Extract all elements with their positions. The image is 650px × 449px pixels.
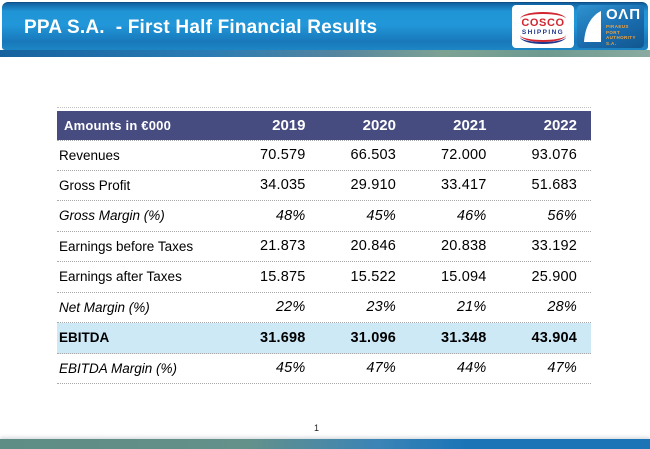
footer-accent-band: [0, 439, 650, 449]
row-value: 15.875: [259, 268, 306, 285]
row-value: 25.900: [531, 268, 577, 285]
row-value: 47%: [366, 360, 396, 377]
row-label: Gross Profit: [59, 177, 131, 193]
row-label: EBITDA: [59, 330, 110, 346]
row-value: 21.873: [259, 238, 306, 255]
row-value: 47%: [547, 360, 577, 377]
row-value: 31.096: [350, 329, 396, 346]
globe-arc-icon: [520, 37, 566, 44]
row-label: EBITDA Margin (%): [59, 360, 178, 376]
shipping-wordmark: SHIPPING: [521, 28, 565, 36]
cosco-wordmark: COSCO: [521, 16, 565, 29]
row-value: 70.579: [259, 147, 306, 164]
row-value: 15.094: [440, 268, 487, 285]
row-value: 66.503: [350, 147, 396, 164]
row-label: Net Margin (%): [59, 299, 150, 315]
row-value: 45%: [275, 360, 306, 377]
row-value: 48%: [275, 207, 306, 224]
table-row: [57, 140, 591, 171]
cosco-shipping-logo: [512, 5, 574, 48]
table-row: [57, 262, 591, 293]
row-value: 20.838: [440, 238, 487, 255]
row-value: 33.417: [440, 177, 487, 194]
financial-results-table: [57, 111, 591, 384]
page-number: 1: [314, 423, 320, 433]
row-label: Revenues: [59, 147, 120, 163]
row-value: 20.846: [350, 238, 396, 255]
row-value: 43.904: [531, 329, 577, 346]
row-value: 72.000: [440, 147, 487, 164]
logo-group: [512, 5, 644, 48]
table-header-year: 2021: [453, 117, 487, 134]
table-row: [57, 232, 591, 263]
table-row: [57, 354, 591, 385]
row-value: 28%: [547, 299, 577, 316]
piraeus-port-authority-logo: [577, 5, 644, 48]
row-label: Earnings before Taxes: [59, 238, 194, 254]
row-value: 33.192: [531, 238, 577, 255]
row-value: 56%: [547, 207, 577, 224]
table-row: [57, 171, 591, 202]
row-value: 44%: [456, 360, 487, 377]
table-row: [57, 201, 591, 232]
row-value: 93.076: [531, 147, 577, 164]
olp-wordmark: ΟΛΠ: [606, 6, 642, 23]
row-value: 51.683: [531, 177, 577, 194]
row-value: 23%: [366, 299, 396, 316]
table-header-year: 2020: [362, 117, 396, 134]
olp-text-column: [606, 7, 641, 46]
row-value: 31.698: [259, 329, 306, 346]
header-accent-band: [0, 50, 650, 57]
row-label: Earnings after Taxes: [59, 269, 182, 285]
row-value: 31.348: [440, 329, 487, 346]
row-label: Gross Margin (%): [59, 208, 165, 224]
table-row: [57, 323, 591, 354]
olp-subtitle-line1: PIRAEUS PORT: [606, 24, 629, 35]
row-value: 45%: [366, 207, 396, 224]
row-value: 34.035: [259, 177, 306, 194]
olp-subtitle-line2: AUTHORITY S.A.: [606, 35, 636, 46]
row-value: 29.910: [350, 177, 396, 194]
row-value: 15.522: [350, 268, 396, 285]
row-value: 22%: [275, 299, 306, 316]
sail-icon: [582, 10, 602, 44]
table-row: [57, 293, 591, 324]
table-header-year: 2022: [543, 117, 577, 134]
row-value: 21%: [456, 299, 487, 316]
table-header-label: Amounts in €000: [64, 118, 172, 133]
table-header-row: [57, 111, 591, 140]
table-body: [57, 140, 591, 384]
slide-title: PPA S.A. - First Half Financial Results: [24, 17, 378, 38]
table-header-year: 2019: [272, 117, 306, 134]
row-value: 46%: [456, 207, 487, 224]
